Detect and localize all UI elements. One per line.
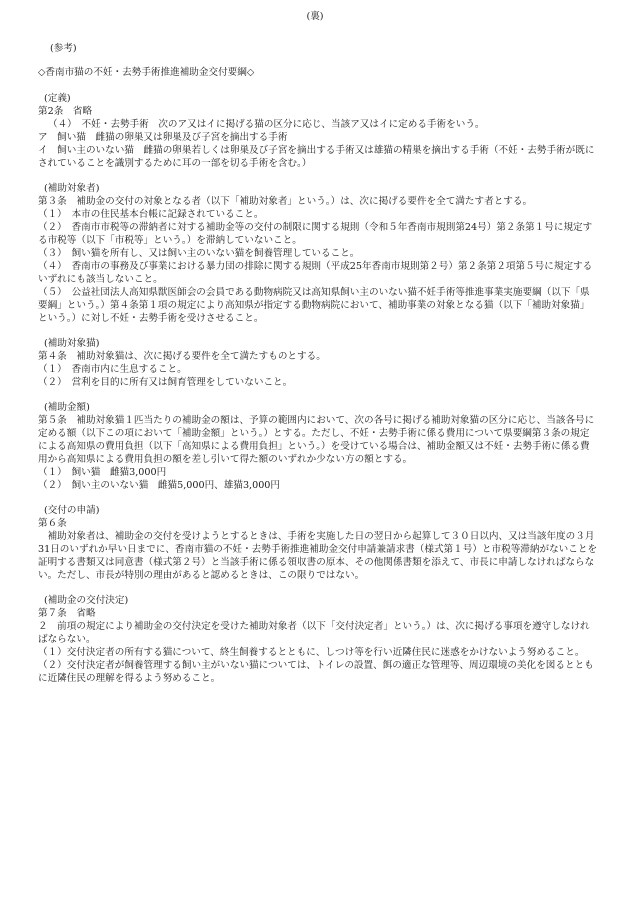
section-heading: (定義) [44, 93, 71, 104]
section-heading: (補助対象猫) [44, 338, 100, 349]
article-line: 第４条 補助対象猫は、次に掲げる要件を全て満たすものとする。 [38, 351, 326, 362]
article-line: （１）交付決定者の所有する猫について、終生飼養するとともに、しつけ等を行い近隣住民に迷惑をかけないよう努めること。 [38, 647, 585, 658]
article-line: 第2条 省略 [38, 106, 93, 117]
article-line: （２） 飼い主のいない猫 雌猫5,000円、雄猫3,000円 [38, 480, 281, 491]
section-heading: (補助金額) [44, 402, 90, 413]
article-line: （４） 不妊・去勢手術 次のア又はイに掲げる猫の区分に応じ、当該ア又はイに定める手術をいう。 [48, 119, 485, 130]
article-line: （１） 飼い猫 雌猫3,000円 [38, 467, 167, 478]
section-heading: (補助対象者) [44, 183, 100, 194]
article-line: 第７条 省略 [38, 608, 96, 619]
section-grant-decision [38, 594, 598, 685]
section-subsidy-amount [38, 401, 598, 492]
article-line: 補助対象者は、補助金の交付を受けようとするときは、手術を実施した日の翌日から起算して３０日以内、又は当該年度の３月31日のいずれか早い日までに、香南市猫の不妊・去勢手術推進補助金交付申請兼請求書（様式第１号）と市税等滞納がないことを証明する書類又は同意書（様式第２号）と当該手術に係る領収書の原本、その他関係書類を添えて、市長に申請しなければならない。ただし、市長が特別の理由があると認めるときは、この限りではない。 [38, 531, 598, 581]
article-line: イ 飼い主のいない猫 雌猫の卵巣若しくは卵巣及び子宮を摘出する手術又は雄猫の精巣を摘出する手術（不妊・去勢手術が既にされていることを識別するために耳の一部を切る手術を含む。） [38, 145, 595, 169]
document-title: ◇香南市猫の不妊・去勢手術推進補助金交付要綱◇ [38, 67, 255, 78]
article-line: （５） 公益社団法人高知県獣医師会の会員である動物病院又は高知県飼い主のいない猫不妊手術等推進事業実施要綱（以下「県要綱」という。）第４条第１項の規定により高知県が指定する動物病院において、補助事業の対象となる猫（以下「補助対象猫」という。）に対し不妊・去勢手術を受けさせること。 [38, 287, 590, 324]
section-heading: (交付の申請) [44, 505, 100, 516]
article-line: ア 飼い猫 雌猫の卵巣又は卵巣及び子宮を摘出する手術 [38, 132, 288, 143]
article-line: 第５条 補助対象猫１匹当たりの補助金の額は、予算の範囲内において、次の各号に掲げる補助対象猫の区分に応じ、当該各号に定める額（以下この項において「補助金額」という。）とする。ただし、不妊・去勢手術に係る費用について県要綱第３条の規定による高知県の費用負担（以下「高知県による費用負担」という。）を受けている場合は、補助金額又は不妊・去勢手術に係る費用から高知県による費用負担の額を差し引いて得た額のいずれか少ない方の額とする。 [38, 415, 595, 465]
article-line: 第３条 補助金の交付の対象となる者（以下「補助対象者」という。）は、次に掲げる要件を全て満たす者とする。 [38, 196, 533, 207]
document-body [38, 42, 598, 697]
reference-label: (参考) [50, 43, 77, 54]
article-line: （２）交付決定者が飼養管理する飼い主がいない猫については、トイレの設置、餌の適正な管理等、周辺環境の美化を図るとともに近隣住民の理解を得るよう努めること。 [38, 660, 594, 684]
article-line: （２） 営利を目的に所有又は飼育管理をしていないこと。 [38, 377, 293, 388]
article-line: （４） 香南市の事務及び事業における暴力団の排除に関する規則（平成25年香南市規則第２号）第２条第２項第５号に規定するいずれにも該当しないこと。 [38, 261, 593, 285]
section-eligible-cats [38, 337, 598, 389]
article-line: （１） 本市の住民基本台帳に記録されていること。 [38, 209, 264, 220]
article-line: ２ 前項の規定により補助金の交付決定を受けた補助対象者（以下「交付決定者」という。）は、次に掲げる事項を遵守しなければならない。 [38, 621, 590, 645]
section-eligible-persons [38, 182, 598, 325]
section-heading: (補助金の交付決定) [44, 595, 129, 606]
page-label: (裏) [306, 11, 324, 22]
article-line: 第６条 [38, 518, 67, 529]
article-line: （３） 飼い猫を所有し、又は飼い主のいない猫を飼養管理していること。 [38, 248, 360, 259]
article-line: （２） 香南市市税等の滞納者に対する補助金等の交付の制限に関する規則（令和５年香南市規則第24号）第２条第１号に規定する市税等（以下「市税等」という。）を滞納していないこと。 [38, 222, 593, 246]
article-line: （１） 香南市内に生息すること。 [38, 364, 187, 375]
section-application [38, 504, 598, 582]
section-definitions [38, 92, 598, 170]
